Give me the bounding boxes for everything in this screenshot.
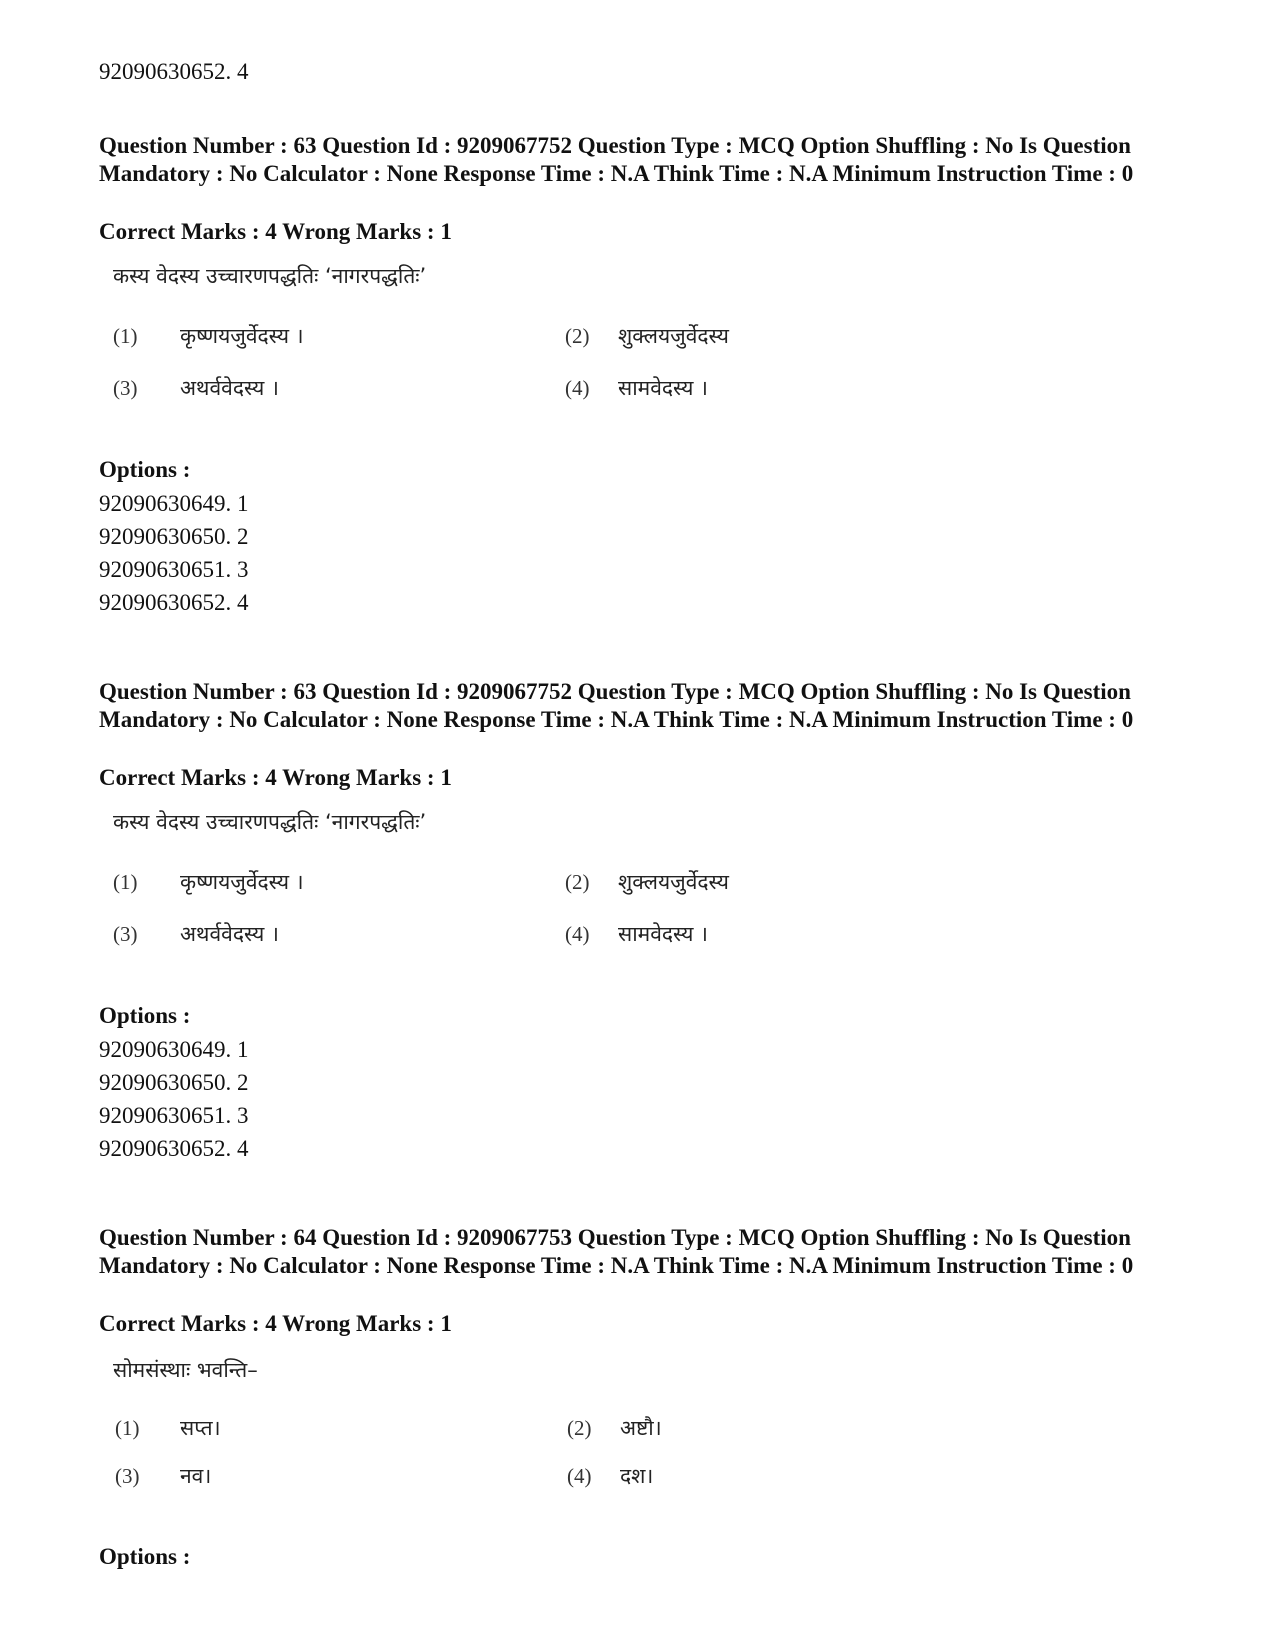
option-line: 92090630651. 3	[99, 1103, 249, 1128]
choice-number: (1)	[113, 870, 138, 894]
question-header: Question Number : 63 Question Id : 9209067752 Question Type : MCQ Option Shuffling : No Is Question Mandatory : No Calculator : None Response Time : N.A Think Time : N.A Minimum Instruction Time : 0	[99, 133, 1134, 186]
option-line: 92090630649. 1	[99, 1037, 249, 1062]
marks-line: Correct Marks : 4 Wrong Marks : 1	[99, 219, 452, 244]
options-label: Options :	[99, 457, 191, 482]
option-line: 92090630651. 3	[99, 557, 249, 582]
choice-text: सप्त।	[180, 1416, 221, 1440]
choice-text: शुक्लयजुर्वेदस्य	[618, 870, 729, 894]
options-label: Options :	[99, 1544, 191, 1569]
choice-number: (2)	[567, 1416, 592, 1440]
choice-number: (1)	[115, 1416, 140, 1440]
choice-number: (4)	[567, 1464, 592, 1488]
question-header: Question Number : 63 Question Id : 9209067752 Question Type : MCQ Option Shuffling : No Is Question Mandatory : No Calculator : None Response Time : N.A Think Time : N.A Minimum Instruction Time : 0	[99, 679, 1134, 732]
choice-text: सामवेदस्य ।	[618, 922, 709, 946]
options-label: Options :	[99, 1003, 191, 1028]
choice-text: अथर्ववेदस्य ।	[180, 922, 279, 946]
question-stem: कस्य वेदस्य उच्चारणपद्धतिः ‘नागरपद्धतिः’	[113, 264, 427, 288]
question-stem: कस्य वेदस्य उच्चारणपद्धतिः ‘नागरपद्धतिः’	[113, 810, 427, 834]
option-line: 92090630652. 4	[99, 590, 249, 615]
option-line: 92090630652. 4	[99, 59, 249, 84]
marks-line: Correct Marks : 4 Wrong Marks : 1	[99, 1311, 452, 1336]
question-stem: सोमसंस्थाः भवन्ति–	[113, 1358, 258, 1382]
choice-number: (4)	[565, 922, 590, 946]
option-line: 92090630650. 2	[99, 1070, 249, 1095]
choice-number: (4)	[565, 376, 590, 400]
question-header: Question Number : 64 Question Id : 9209067753 Question Type : MCQ Option Shuffling : No Is Question Mandatory : No Calculator : None Response Time : N.A Think Time : N.A Minimum Instruction Time : 0	[99, 1225, 1134, 1278]
choice-number: (3)	[113, 922, 138, 946]
choice-number: (3)	[115, 1464, 140, 1488]
choice-text: शुक्लयजुर्वेदस्य	[618, 324, 729, 348]
choice-text: कृष्णयजुर्वेदस्य ।	[180, 324, 304, 348]
choice-text: दश।	[620, 1464, 654, 1488]
choice-number: (2)	[565, 870, 590, 894]
choice-text: सामवेदस्य ।	[618, 376, 709, 400]
marks-line: Correct Marks : 4 Wrong Marks : 1	[99, 765, 452, 790]
choice-number: (1)	[113, 324, 138, 348]
choice-number: (3)	[113, 376, 138, 400]
option-line: 92090630649. 1	[99, 491, 249, 516]
choice-text: अष्टौ।	[620, 1416, 662, 1440]
choice-text: कृष्णयजुर्वेदस्य ।	[180, 870, 304, 894]
option-line: 92090630650. 2	[99, 524, 249, 549]
option-line: 92090630652. 4	[99, 1136, 249, 1161]
choice-number: (2)	[565, 324, 590, 348]
choice-text: नव।	[180, 1464, 212, 1488]
choice-text: अथर्ववेदस्य ।	[180, 376, 279, 400]
